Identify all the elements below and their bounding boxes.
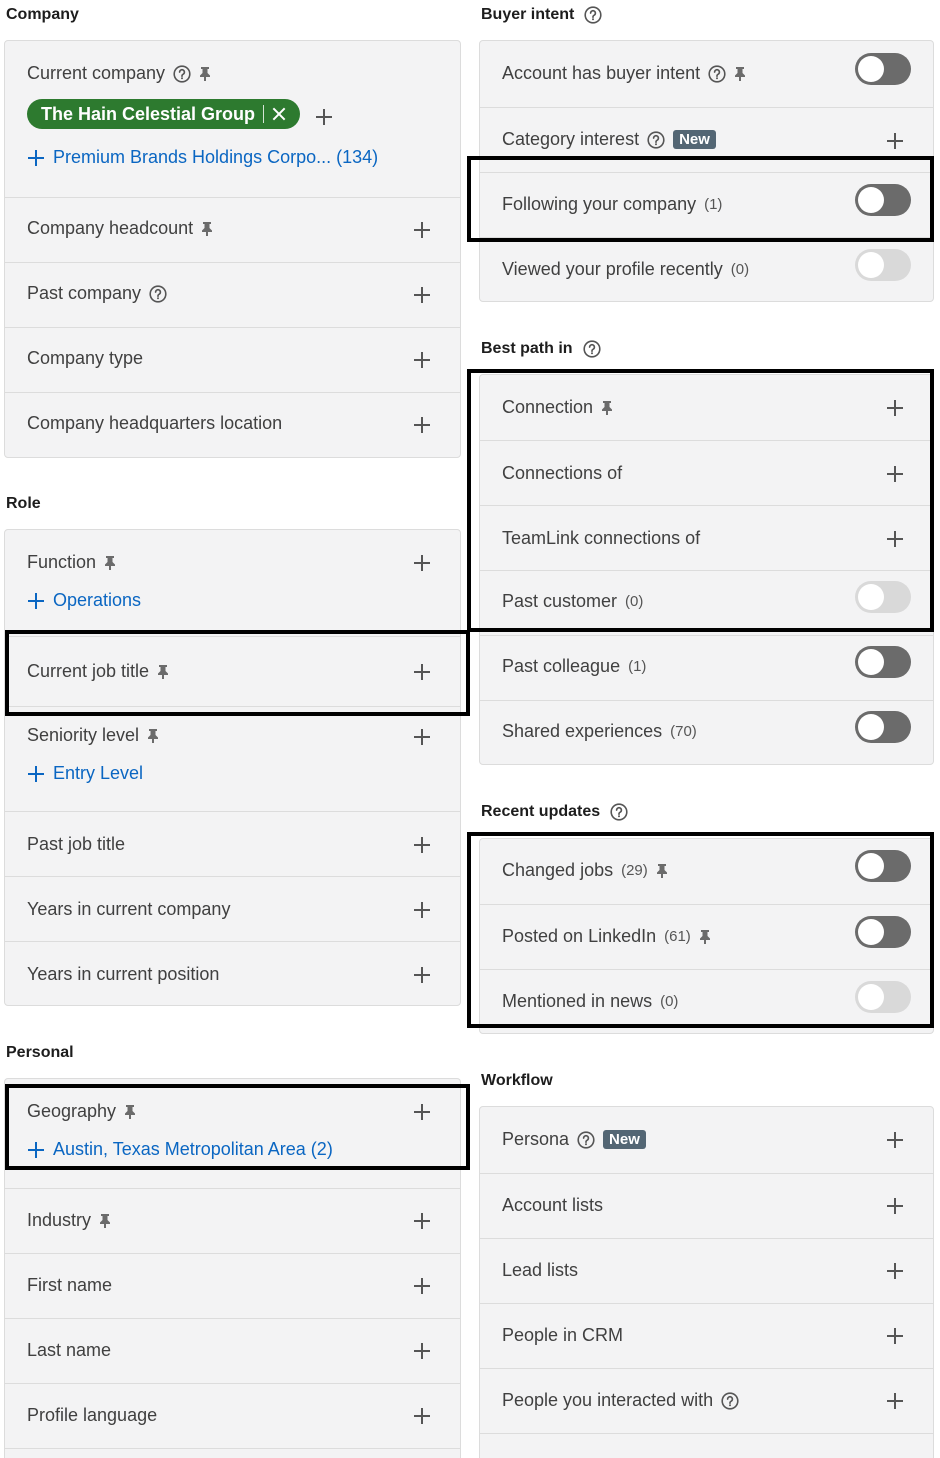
expand-plus-icon[interactable] [885,398,905,418]
expand-plus-icon[interactable] [412,1341,432,1361]
posted-on-linkedin-filter[interactable]: Posted on LinkedIn (61) [480,904,933,969]
remove-chip-icon[interactable] [272,107,286,121]
add-company-plus-icon[interactable] [314,107,334,127]
next-filter-row[interactable] [480,1433,933,1458]
chip-divider [263,105,264,123]
teamlink-connections-filter[interactable]: TeamLink connections of [480,505,933,570]
suggested-company-link[interactable]: Premium Brands Holdings Corpo... (134) [27,147,378,168]
recent-updates-section-title: Recent updates [481,803,628,821]
expand-plus-icon[interactable] [412,727,432,747]
first-name-filter[interactable]: First name [5,1253,460,1318]
current-job-title-filter[interactable]: Current job title [5,636,460,706]
expand-plus-icon[interactable] [412,662,432,682]
help-icon[interactable] [610,803,628,821]
expand-plus-icon[interactable] [412,1211,432,1231]
help-icon[interactable] [708,65,726,83]
expand-plus-icon[interactable] [412,835,432,855]
pin-icon[interactable] [734,67,746,81]
new-badge: New [603,1130,646,1149]
plus-icon [27,149,45,167]
past-customer-filter[interactable]: Past customer (0) [480,570,933,635]
pin-icon[interactable] [104,556,116,570]
connections-of-filter[interactable]: Connections of [480,440,933,505]
selected-company-chip[interactable] [27,99,300,129]
mentioned-in-news-toggle[interactable] [855,981,911,1013]
account-buyer-intent-toggle[interactable] [855,53,911,85]
help-icon[interactable] [583,340,601,358]
expand-plus-icon[interactable] [412,285,432,305]
pin-icon[interactable] [199,67,211,81]
expand-plus-icon[interactable] [885,131,905,151]
seniority-level-filter[interactable]: Seniority level Entry Level [5,706,460,811]
company-headcount-filter[interactable]: Company headcount [5,197,460,262]
expand-plus-icon[interactable] [885,1261,905,1281]
best-path-panel [479,374,934,765]
help-icon[interactable] [584,6,602,24]
changed-jobs-toggle[interactable] [855,850,911,882]
current-company-label: Current company [27,63,166,83]
function-filter[interactable]: Function Operations [5,530,460,636]
expand-plus-icon[interactable] [885,1130,905,1150]
past-job-title-filter[interactable]: Past job title [5,811,460,876]
expand-plus-icon[interactable] [885,1196,905,1216]
company-filter-panel [4,40,461,458]
personal-filter-panel [4,1078,461,1458]
company-section-title: Company [6,6,79,23]
expand-plus-icon[interactable] [412,1102,432,1122]
help-icon[interactable] [149,285,167,303]
expand-plus-icon[interactable] [885,1326,905,1346]
following-your-company-toggle[interactable] [855,184,911,216]
workflow-panel [479,1106,934,1458]
best-path-section-title: Best path in [481,340,601,358]
buyer-intent-section-title: Buyer intent [481,6,602,24]
suggested-geography-link[interactable]: Austin, Texas Metropolitan Area (2) [27,1139,333,1160]
expand-plus-icon[interactable] [412,553,432,573]
years-in-position-filter[interactable]: Years in current position [5,941,460,1006]
account-buyer-intent-filter[interactable]: Account has buyer intent [480,41,933,107]
past-customer-toggle[interactable] [855,581,911,613]
posted-on-linkedin-toggle[interactable] [855,916,911,948]
help-icon[interactable] [577,1131,595,1149]
years-in-company-filter[interactable]: Years in current company [5,876,460,941]
expand-plus-icon[interactable] [412,415,432,435]
role-filter-panel [4,529,461,1006]
workflow-section-title: Workflow [481,1072,553,1089]
shared-experiences-toggle[interactable] [855,711,911,743]
mentioned-in-news-filter[interactable]: Mentioned in news (0) [480,969,933,1034]
pin-icon[interactable] [699,930,711,944]
plus-icon [27,592,45,610]
expand-plus-icon[interactable] [412,900,432,920]
company-hq-location-filter[interactable]: Company headquarters location [5,392,460,458]
next-filter-row[interactable] [5,1448,460,1458]
help-icon[interactable] [721,1392,739,1410]
current-company-filter[interactable] [5,41,460,197]
lead-lists-filter[interactable]: Lead lists [480,1238,933,1303]
following-your-company-filter[interactable]: Following your company (1) [480,172,933,237]
last-name-filter[interactable]: Last name [5,1318,460,1383]
account-lists-filter[interactable]: Account lists [480,1173,933,1238]
persona-filter[interactable]: Persona New [480,1107,933,1173]
connection-filter[interactable]: Connection [480,375,933,440]
people-interacted-filter[interactable]: People you interacted with [480,1368,933,1433]
pin-icon[interactable] [201,222,213,236]
plus-icon [27,1141,45,1159]
industry-filter[interactable]: Industry [5,1188,460,1253]
past-colleague-toggle[interactable] [855,646,911,678]
recent-updates-panel [479,838,934,1034]
plus-icon [27,765,45,783]
geography-filter[interactable]: Geography Austin, Texas Metropolitan Area (2) [5,1079,460,1188]
suggested-seniority-link[interactable]: Entry Level [27,763,143,784]
expand-plus-icon[interactable] [412,220,432,240]
chip-label: The Hain Celestial Group [41,103,256,124]
expand-plus-icon[interactable] [412,1406,432,1426]
pin-icon[interactable] [147,729,159,743]
pin-icon[interactable] [601,401,613,415]
suggested-function-link[interactable]: Operations [27,590,141,611]
pin-icon[interactable] [157,665,169,679]
pin-icon[interactable] [99,1214,111,1228]
expand-plus-icon[interactable] [885,1391,905,1411]
expand-plus-icon[interactable] [412,350,432,370]
past-colleague-filter[interactable]: Past colleague (1) [480,635,933,700]
viewed-profile-toggle[interactable] [855,249,911,281]
personal-section-title: Personal [6,1044,74,1061]
expand-plus-icon[interactable] [412,965,432,985]
shared-experiences-filter[interactable]: Shared experiences (70) [480,700,933,765]
expand-plus-icon[interactable] [412,1276,432,1296]
buyer-intent-panel [479,40,934,302]
help-icon[interactable] [173,65,191,83]
pin-icon[interactable] [124,1105,136,1119]
viewed-profile-filter[interactable]: Viewed your profile recently (0) [480,237,933,302]
category-interest-filter[interactable]: Category interest New [480,107,933,172]
expand-plus-icon[interactable] [885,464,905,484]
people-in-crm-filter[interactable]: People in CRM [480,1303,933,1368]
pin-icon[interactable] [656,864,668,878]
role-section-title: Role [6,495,41,512]
changed-jobs-filter[interactable]: Changed jobs (29) [480,839,933,904]
new-badge: New [673,130,716,149]
profile-language-filter[interactable]: Profile language [5,1383,460,1448]
company-type-filter[interactable]: Company type [5,327,460,392]
help-icon[interactable] [647,131,665,149]
expand-plus-icon[interactable] [885,529,905,549]
past-company-filter[interactable]: Past company [5,262,460,327]
